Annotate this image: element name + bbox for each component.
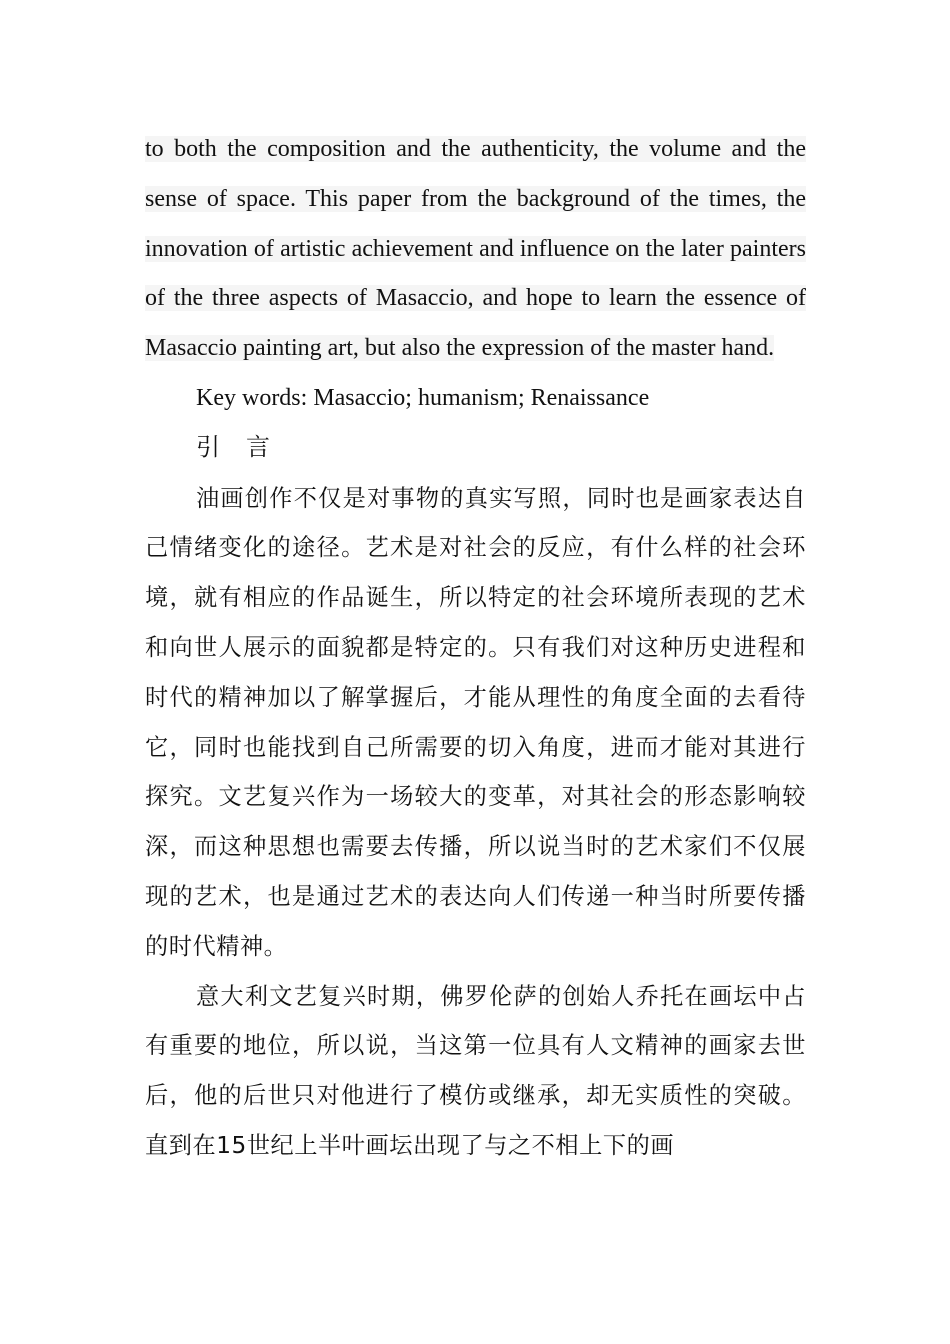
page-content <box>145 125 806 1171</box>
intro-heading: 引 言 <box>196 434 280 461</box>
abstract-continuation <box>145 125 806 374</box>
body-paragraph-1: 油画创作不仅是对事物的真实写照，同时也是画家表达自己情绪变化的途径。艺术是对社会的反应，有什么样的社会环境，就有相应的作品诞生，所以特定的社会环境所表现的艺术和向世人展示的面貌都是特定的。只有我们对这种历史进程和时代的精神加以了解掌握后，才能从理性的角度全面的去看待它，同时也能找到自己所需要的切入角度，进而才能对其进行探究。文艺复兴作为一场较大的变革，对其社会的形态影响较深，而这种思想也需要去传播，所以说当时的艺术家们不仅展现的艺术，也是通过艺术的表达向人们传递一种当时所要传播的时代精神。 <box>145 484 806 960</box>
body-paragraph-2: 意大利文艺复兴时期，佛罗伦萨的创始人乔托在画坛中占有重要的地位，所以说，当这第一位具有人文精神的画家去世后，他的后世只对他进行了模仿或继承，却无实质性的突破。直到在15世纪上半叶画坛出现了与之不相上下的画 <box>145 982 806 1159</box>
keywords-line: Key words: Masaccio; humanism; Renaissance <box>196 384 650 411</box>
abstract-text: to both the composition and the authenticity, the volume and the sense of space. This paper from the background of the times, the innovation of artistic achievement and influence on the later painters of the three aspects of Masaccio, and hope to learn the essence of Masaccio painting art, but also the expression of the master hand. <box>145 136 806 362</box>
